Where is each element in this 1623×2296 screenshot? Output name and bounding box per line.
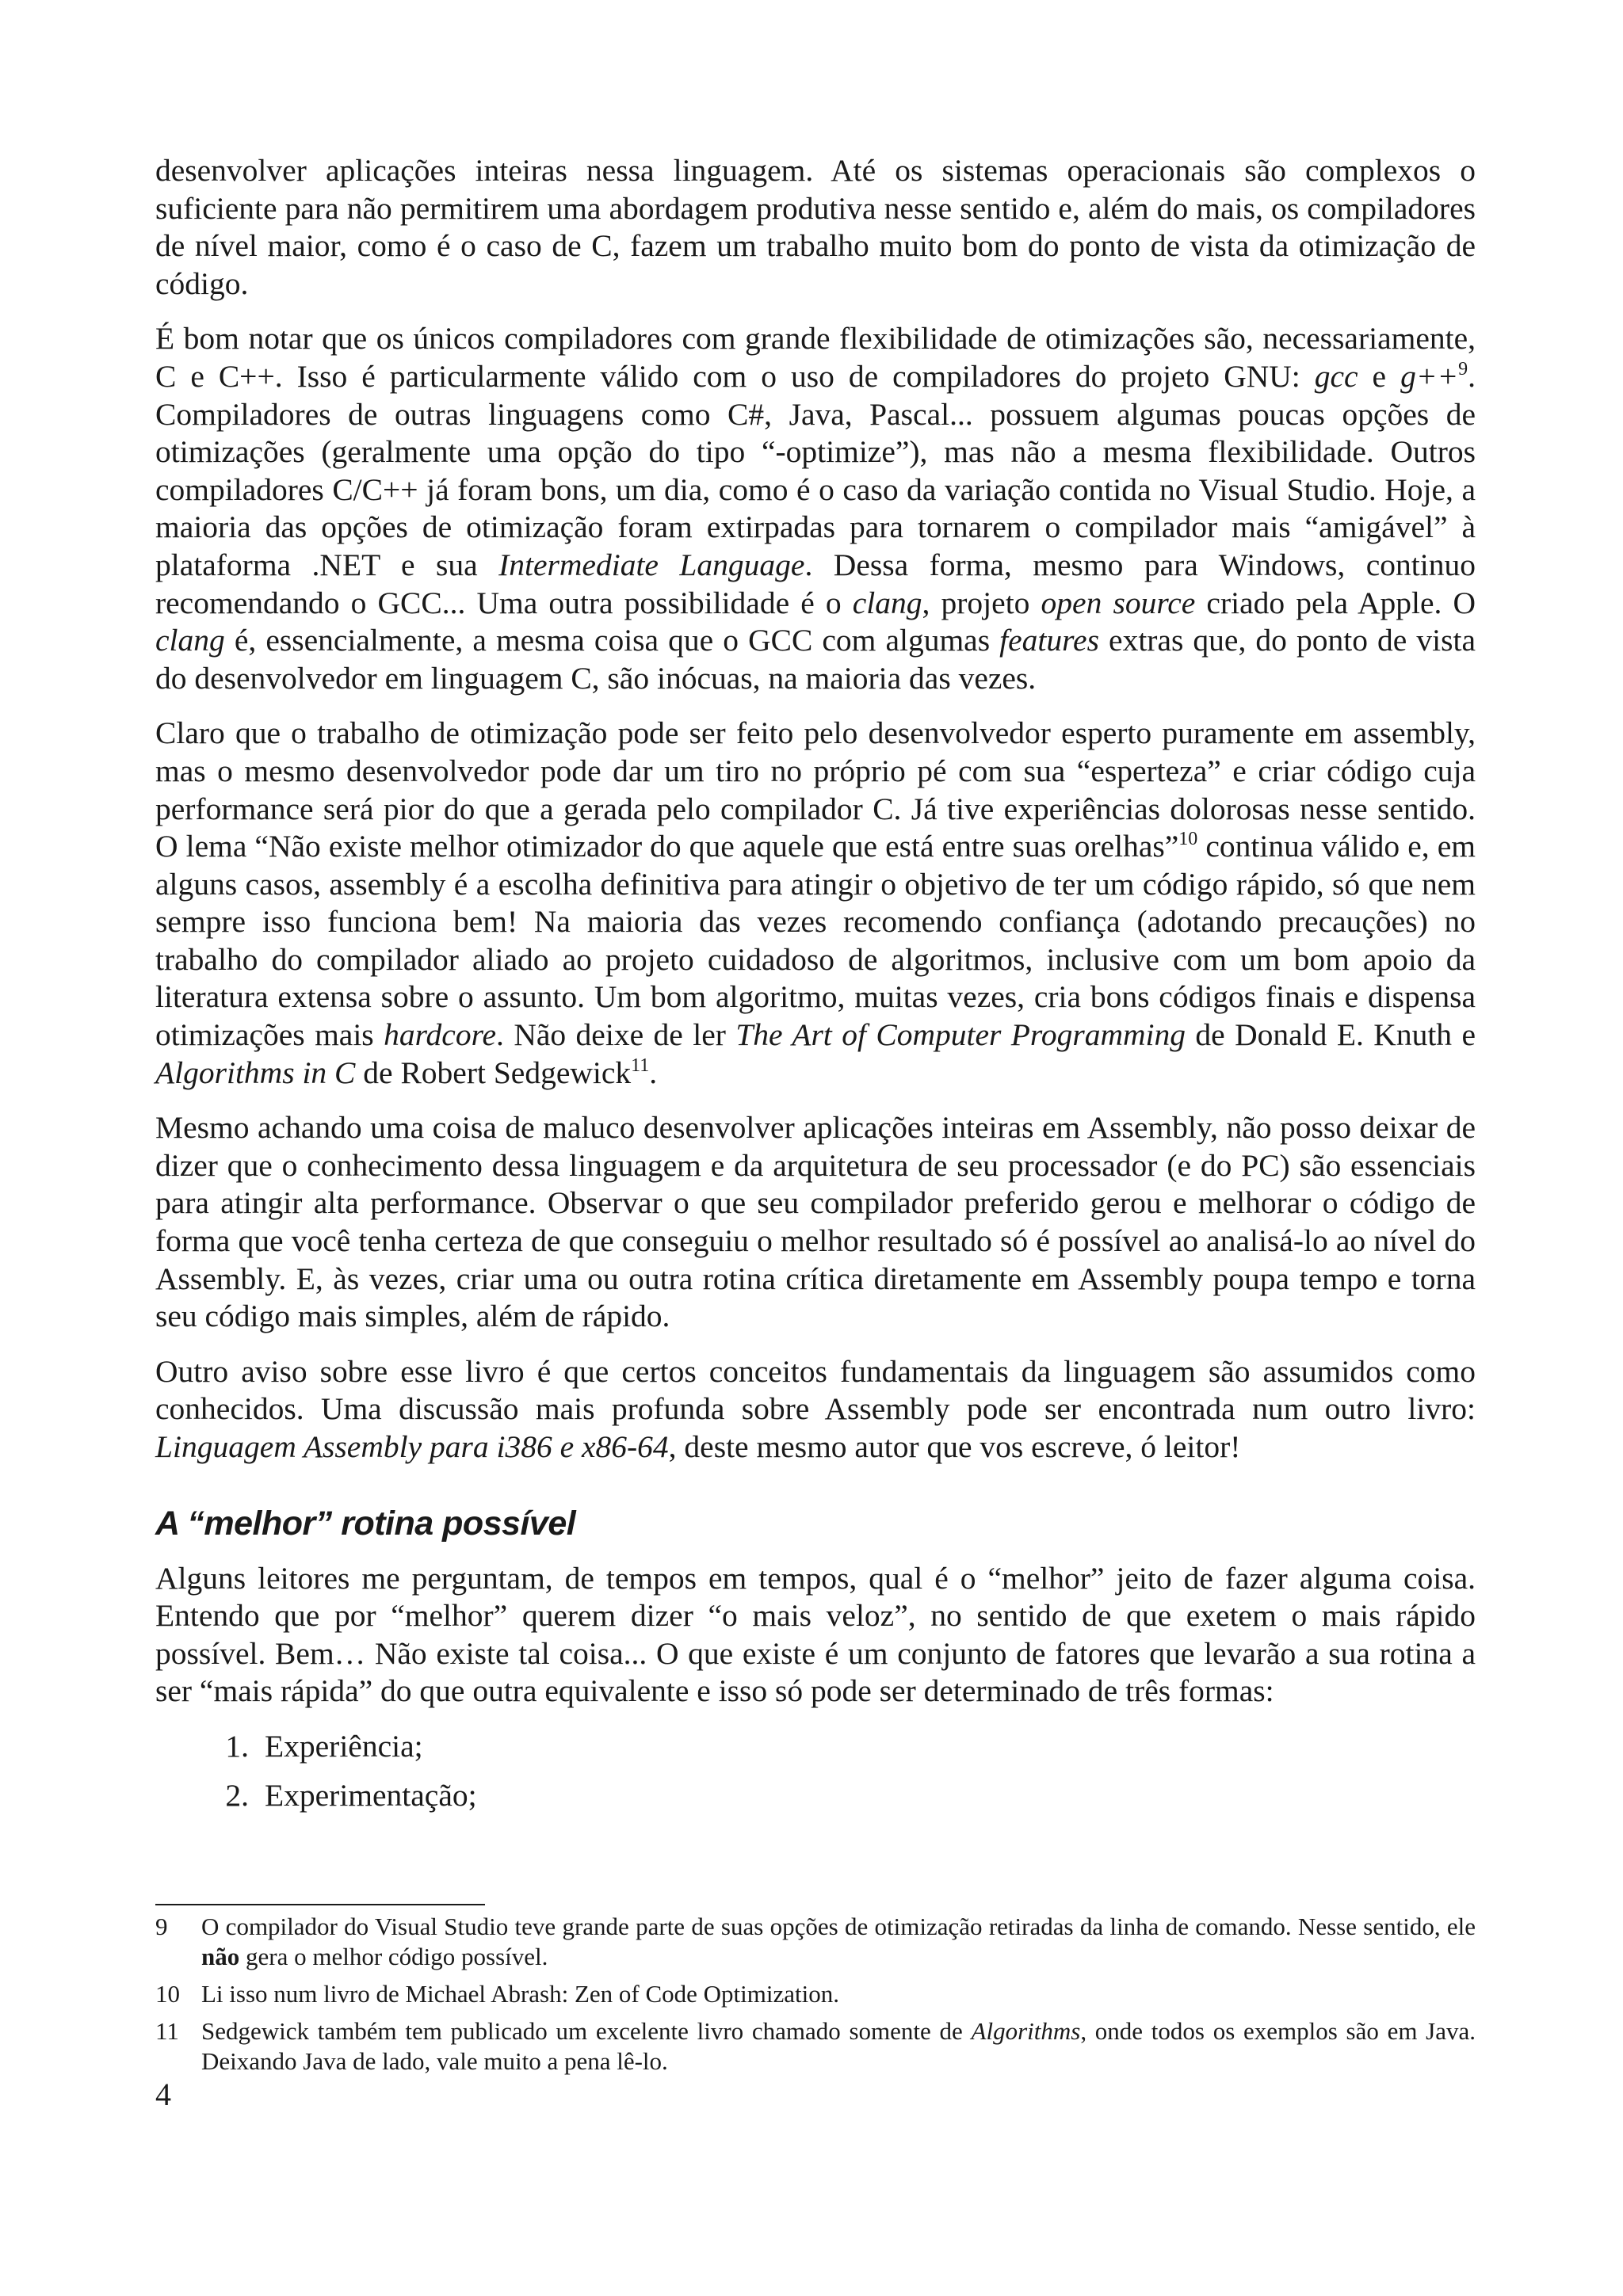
text-run: gera o melhor código possível. (239, 1943, 548, 1970)
text-run: . Compiladores de outras linguagens como C#, Java, Pascal... possuem algumas poucas opções de otimizações (geralmente uma opção do tipo “-optimize”), mas não a mesma flexibilidade. Outros compiladores C/C++ já foram bons, um dia, como é o caso da variação contida no Visual Studio. Hoje, a maioria das opções de otimização foram extirpadas para tornarem o compilador mais “amigável” à plataforma .NET e sua (155, 358, 1476, 582)
list-number: 1. (225, 1728, 249, 1764)
text-run: . Dessa forma, mesmo para Windows, continuo recomendando o GCC... Uma outra possibilidade é o (155, 547, 1476, 620)
footnote-ref-11[interactable]: 11 (631, 1055, 650, 1076)
footnote-11 (155, 2016, 1476, 2077)
emphasis-nao: não (201, 1943, 240, 1970)
text-run: É bom notar que os únicos compiladores com grande flexibilidade de otimizações são, necessariamente, C e C++. Isso é particularmente válido com o uso de compiladores do projeto GNU: (155, 321, 1476, 394)
body-text (155, 152, 1476, 1826)
clang-term: clang (155, 623, 225, 658)
text-run: e (1358, 358, 1401, 394)
intermediate-language-term: Intermediate Language (498, 547, 805, 582)
taocp-title: The Art of Computer Programming (735, 1017, 1186, 1053)
gcc-term: gcc (1314, 358, 1358, 394)
footnote-number: 11 (155, 2017, 179, 2045)
algorithms-in-c-title: Algorithms in C (155, 1055, 356, 1090)
hardcore-term: hardcore (384, 1017, 497, 1053)
page-number: 4 (155, 2077, 171, 2112)
text-run: é, essencialmente, a mesma coisa que o GCC com algumas (224, 623, 1000, 658)
text-run: Claro que o trabalho de otimização pode ser feito pelo desenvolvedor esperto puramente em assembly, mas o mesmo desenvolvedor pode dar um tiro no próprio pé com sua “esperteza” e criar código cuja performance será pior do que a gerada pelo compilador C. Já tive experiências dolorosas nesse sentido. O lema “Não existe melhor otimizador do que aquele que está entre suas orelhas” (155, 715, 1476, 864)
features-term: features (999, 623, 1099, 658)
list-number: 2. (225, 1777, 249, 1813)
footnotes (155, 1912, 1476, 2084)
open-source-term: open source (1041, 585, 1196, 620)
list-item (155, 1728, 1476, 1766)
paragraph-notice (155, 1353, 1476, 1466)
list-item (155, 1777, 1476, 1815)
footnote-number: 10 (155, 1980, 180, 2008)
text-run: Outro aviso sobre esse livro é que certos conceitos fundamentais da linguagem são assumidos como conhecidos. Uma discussão mais profunda sobre Assembly pode ser encontrada num outro livro: (155, 1353, 1476, 1427)
clang-term: clang (852, 585, 922, 620)
footnote-text (201, 2016, 1476, 2077)
list-text: Experimentação; (265, 1777, 477, 1813)
footnote-10 (155, 1979, 1476, 2009)
section-heading: A “melhor” rotina possível (155, 1504, 576, 1543)
text-run: . Não deixe de ler (496, 1017, 736, 1053)
paragraph-intro: desenvolver aplicações inteiras nessa linguagem. Até os sistemas operacionais são complexos o suficiente para não permitirem uma abordagem produtiva nesse sentido e, além do mais, os compiladores de nível maior, como é o caso de C, fazem um trabalho muito bom do ponto de vista da otimização de código. (155, 153, 1476, 301)
gpp-term: g++ (1400, 358, 1459, 394)
list-text: Experiência; (265, 1728, 423, 1764)
text-run: , deste mesmo autor que vos escreve, ó leitor! (668, 1429, 1241, 1464)
footnote-text: Li isso num livro de Michael Abrash: Zen of Code Optimization. (201, 1980, 840, 2008)
footnote-9 (155, 1912, 1476, 1972)
ways-list (155, 1728, 1476, 1815)
text-run: , projeto (922, 585, 1041, 620)
text-run: de Donald E. Knuth e (1186, 1017, 1476, 1053)
algorithms-title: Algorithms (971, 2017, 1081, 2045)
text-run: O compilador do Visual Studio teve grande parte de suas opções de otimização retiradas da linha de comando. Nesse sentido, ele (201, 1913, 1476, 1940)
text-run: extras que, do ponto de vista do desenvolvedor em linguagem C, são inócuas, na maioria das vezes. (155, 623, 1476, 696)
text-run: de Robert Sedgewick (355, 1055, 632, 1090)
paragraph-assembly-optimization (155, 715, 1476, 1092)
footnote-number: 9 (155, 1913, 168, 1940)
paragraph-compilers (155, 320, 1476, 697)
book-title: Linguagem Assembly para i386 e x86-64 (155, 1429, 669, 1464)
text-run: criado pela Apple. O (1195, 585, 1476, 620)
footnote-ref-10[interactable]: 10 (1178, 829, 1198, 850)
text-run: continua válido e, em alguns casos, assembly é a escolha definitiva para atingir o objetivo de ter um código rápido, só que nem sempre isso funciona bem! Na maioria das vezes recomendo confiança (adotando precauções) no trabalho do compilador aliado ao projeto cuidadoso de algoritmos, inclusive com um bom apoio da literatura extensa sobre o assunto. Um bom algoritmo, muitas vezes, cria bons códigos finais e dispensa otimizações mais (155, 829, 1476, 1053)
paragraph-assembly-knowledge: Mesmo achando uma coisa de maluco desenvolver aplicações inteiras em Assembly, não posso deixar de dizer que o conhecimento dessa linguagem e da arquitetura de seu processador (e do PC) são essenciais para atingir alta performance. Observar o que seu compilador preferido gerou e melhorar o código de forma que você tenha certeza de que conseguiu o melhor resultado só é possível ao analisá-lo ao nível do Assembly. E, às vezes, criar uma ou outra rotina crítica diretamente em Assembly poupa tempo e torna seu código mais simples, além de rápido. (155, 1110, 1476, 1334)
paragraph-best-routine: Alguns leitores me perguntam, de tempos em tempos, qual é o “melhor” jeito de fazer alguma coisa. Entendo que por “melhor” querem dizer “o mais veloz”, no sentido de que exetem o mais rápido possível. Bem… Não existe tal coisa... O que existe é um conjunto de fatores que levarão a sua rotina a ser “mais rápida” do que outra equivalente e isso só pode ser determinado de três formas: (155, 1560, 1476, 1709)
text-run: . (649, 1055, 658, 1090)
text-run: Sedgewick também tem publicado um excelente livro chamado somente de (201, 2017, 972, 2045)
footnote-ref-9[interactable]: 9 (1458, 358, 1468, 379)
footnote-divider (155, 1904, 485, 1905)
text-run: , onde todos os exemplos são em Java. Deixando Java de lado, vale muito a pena lê-lo. (201, 2017, 1476, 2075)
footnote-text (201, 1912, 1476, 1972)
